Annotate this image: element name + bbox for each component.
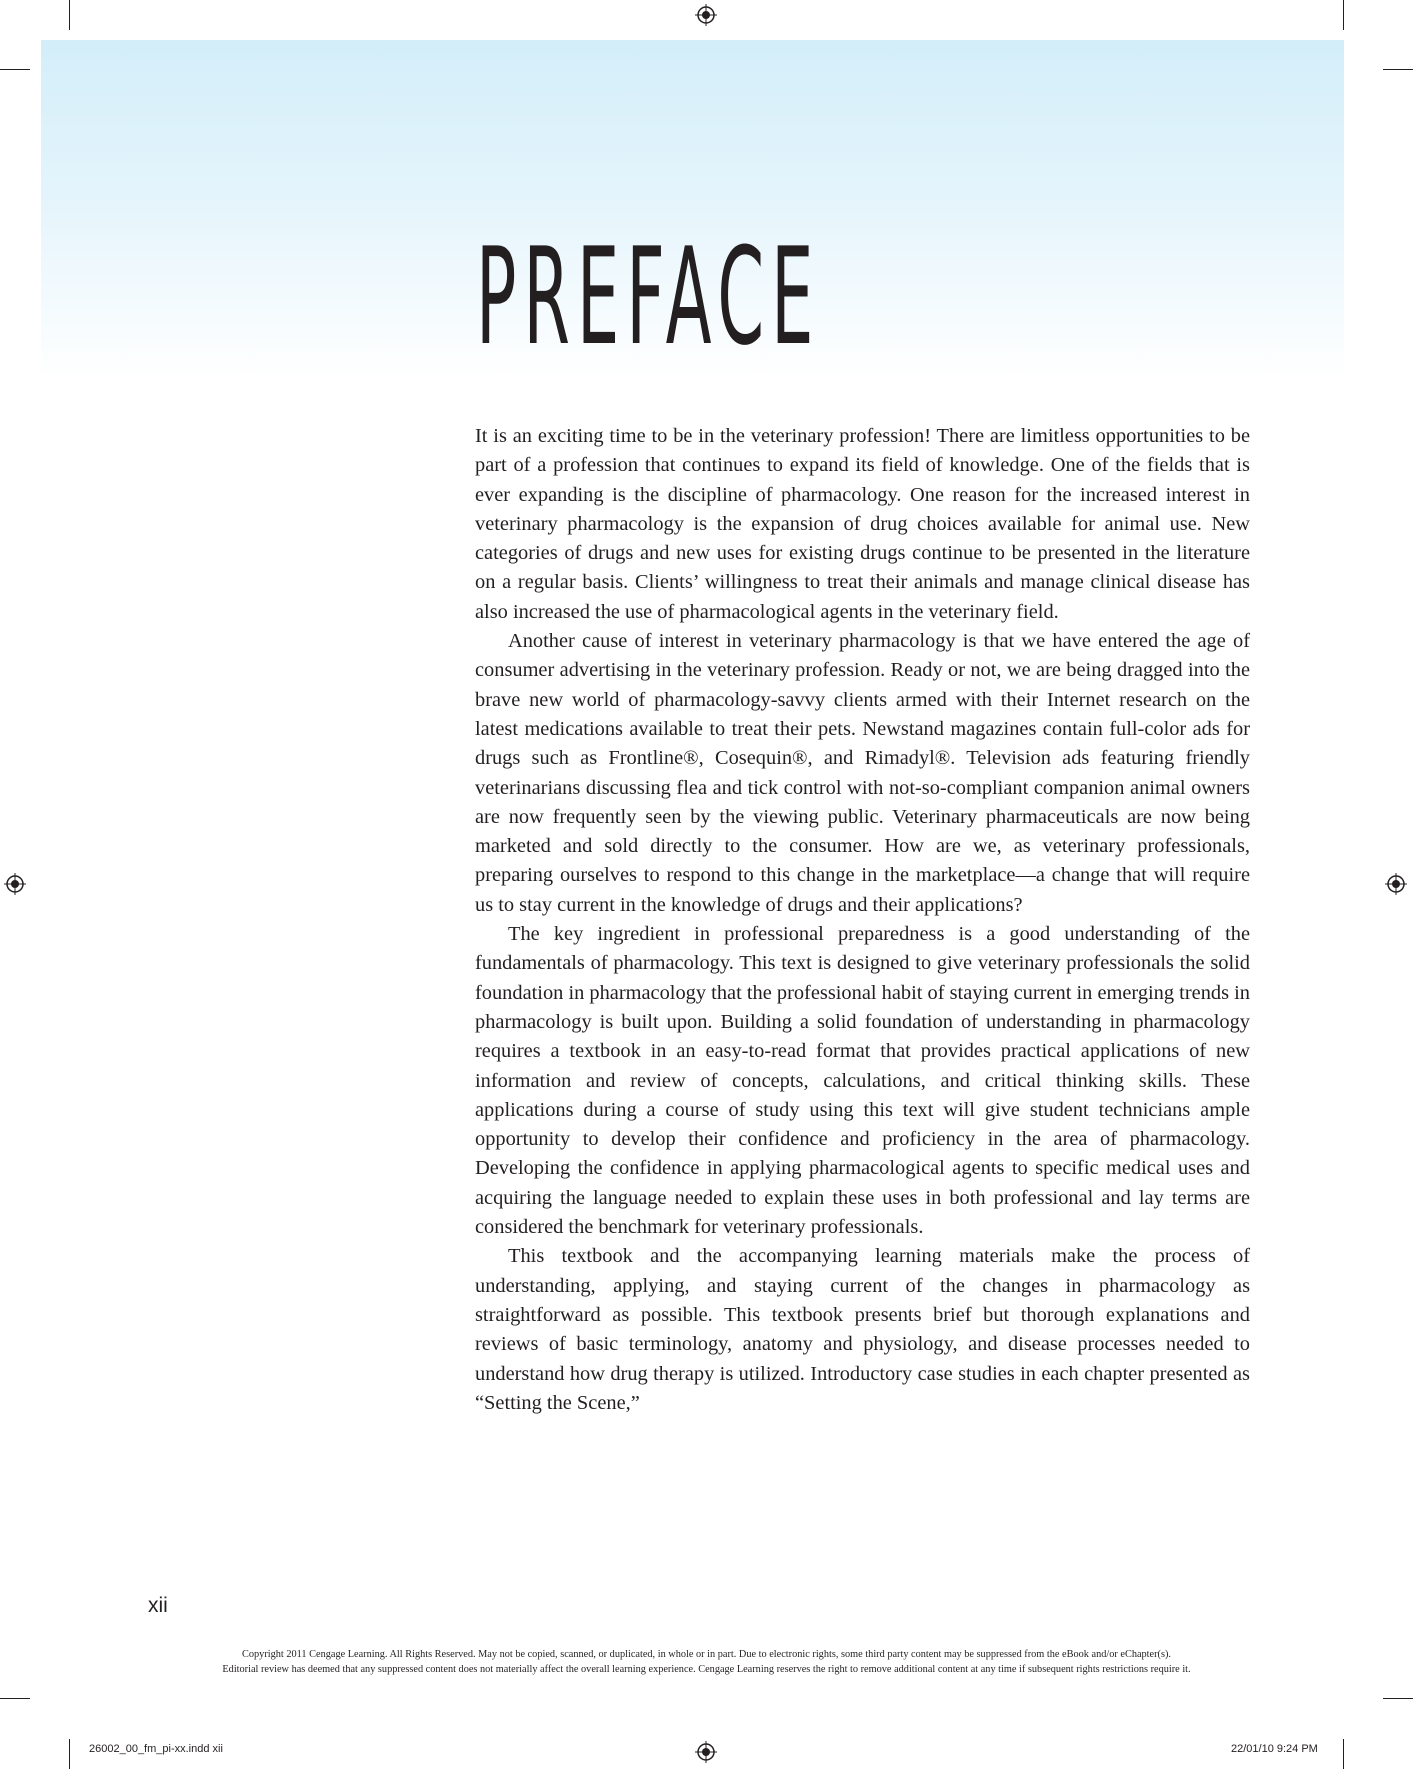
registration-mark-icon [1385, 873, 1407, 895]
registration-mark-icon [695, 1741, 717, 1763]
trim-mark [0, 69, 30, 70]
trim-mark [1343, 1739, 1344, 1769]
trim-mark [1383, 69, 1413, 70]
slug-filename: 26002_00_fm_pi-xx.indd xii [89, 1743, 223, 1755]
copyright-notice [60, 1647, 1353, 1677]
paragraph: This textbook and the accompanying learning materials make the process of understanding, applying, and staying current of the changes in pharmacology as straightforward as possible. This textbook presents brief but thorough explanations and reviews of basic terminology, anatomy and physiology, and disease processes needed to understand how drug therapy is utilized. Introductory case studies in each chapter presented as “Setting the Scene,” [475, 1245, 1250, 1414]
page-number: xii [148, 1594, 168, 1617]
paragraph: The key ingredient in professional preparedness is a good understanding of the fundamentals of pharmacology. This text is designed to give veterinary professionals the solid foundation in pharmacology that the professional habit of staying current in emerging trends in pharmacology is built upon. Building a solid foundation of understanding in pharmacology requires a textbook in an easy-to-read format that provides practical applications of new information and review of concepts, calculations, and critical thinking skills. These applications during a course of study using this text will give student technicians ample opportunity to develop their confidence and proficiency in the area of pharmacology. Developing the confidence in applying pharmacological agents to specific medical uses and acquiring the language needed to explain these uses in both professional and lay terms are considered the benchmark for veterinary professionals. [475, 923, 1250, 1239]
paragraph: Another cause of interest in veterinary pharmacology is that we have entered the age of consumer advertising in the veterinary profession. Ready or not, we are being dragged into the brave new world of pharmacology-savvy clients armed with their Internet research on the latest medications available to treat their pets. Newstand magazines contain full-color ads for drugs such as Frontline®, Cosequin®, and Rimadyl®. Television ads featuring friendly veterinarians discussing flea and tick control with not-so-compliant companion animal owners are now frequently seen by the viewing public. Veterinary pharmaceuticals are now being marketed and sold directly to the consumer. How are we, as veterinary professionals, preparing ourselves to respond to this change in the marketplace—a change that will require us to stay current in the knowledge of drugs and their applications? [475, 630, 1250, 916]
copyright-line: Copyright 2011 Cengage Learning. All Rights Reserved. May not be copied, scanned, or duplicated, in whole or in part. Due to electronic rights, some third party content may be suppressed from the eBook and/or eChapter(s). [242, 1649, 1171, 1660]
trim-mark [69, 1739, 70, 1769]
copyright-line: Editorial review has deemed that any suppressed content does not materially affect the overall learning experience. Cengage Learning reserves the right to remove additional content at any time if subsequent rights restrictions require it. [222, 1664, 1191, 1675]
preface-body [475, 422, 1250, 1418]
trim-mark [69, 0, 70, 30]
paragraph: It is an exciting time to be in the veterinary profession! There are limitless opportunities to be part of a profession that continues to expand its field of knowledge. One of the fields that is ever expanding is the discipline of pharmacology. One reason for the increased interest in veterinary pharmacology is the expansion of drug choices available for animal use. New categories of drugs and new uses for existing drugs continue to be presented in the literature on a regular basis. Clients’ willingness to treat their animals and manage clinical disease has also increased the use of pharmacological agents in the veterinary field. [475, 425, 1250, 623]
trim-mark [1343, 0, 1344, 30]
slug-timestamp: 22/01/10 9:24 PM [1231, 1743, 1318, 1755]
trim-mark [0, 1698, 30, 1699]
trim-mark [1383, 1698, 1413, 1699]
registration-mark-icon [4, 873, 26, 895]
page-title: PREFACE [476, 219, 821, 375]
registration-mark-icon [695, 4, 717, 26]
